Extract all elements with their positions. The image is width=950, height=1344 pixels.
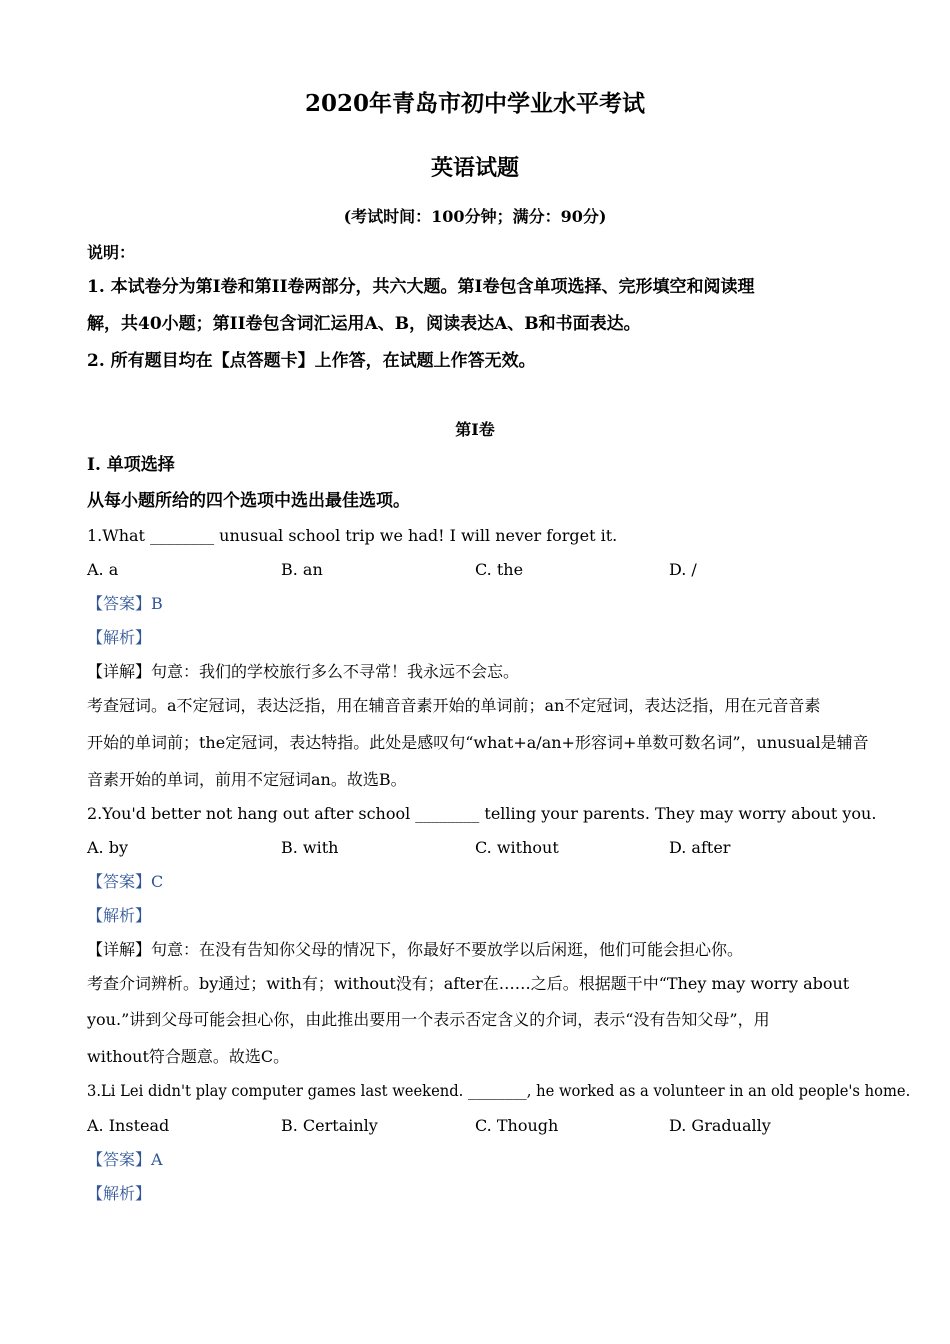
question-1-option-b: B. an — [281, 560, 323, 579]
question-1-detail-2: 考查冠词。a不定冠词，表达泛指，用在辅音音素开始的单词前；an不定冠词，表达泛指，用在元音音素 — [87, 696, 821, 715]
question-2-detail-2: 考查介词辨析。by通过；with有；without没有；after在……之后。根据题干中“They may worry about — [87, 974, 850, 993]
exam-title: 2020年青岛市初中学业水平考试 — [304, 90, 645, 117]
question-2-option-b: B. with — [281, 838, 339, 857]
volume-heading: 第I卷 — [455, 420, 495, 439]
question-2-analysis-label: 【解析】 — [87, 906, 152, 925]
instructions-line-2: 解，共40小题；第II卷包含词汇运用A、B，阅读表达A、B和书面表达。 — [87, 314, 641, 334]
question-1-analysis-label: 【解析】 — [87, 628, 152, 647]
question-2-detail-3: you.”讲到父母可能会担心你，由此推出要用一个表示否定含义的介词，表示“没有告知父母”，用 — [87, 1010, 770, 1029]
question-2-detail-4: without符合题意。故选C。 — [87, 1047, 290, 1066]
question-2-detail-1: 【详解】句意：在没有告知你父母的情况下，你最好不要放学以后闲逛，他们可能会担心你。 — [87, 940, 744, 959]
question-2-option-d: D. after — [669, 838, 731, 857]
question-1-detail-1: 【详解】句意：我们的学校旅行多么不寻常！我永远不会忘。 — [87, 662, 520, 681]
question-2-stem: 2.You'd better not hang out after school ________ telling your parents. They may worry about you. — [87, 804, 877, 823]
question-3-answer: 【答案】A — [87, 1150, 163, 1169]
instructions-line-1: 1. 本试卷分为第I卷和第II卷两部分，共六大题。第I卷包含单项选择、完形填空和阅读理 — [87, 277, 755, 297]
question-1-answer — [87, 594, 163, 614]
instructions-label: 说明： — [87, 243, 136, 262]
question-2-answer: 【答案】C — [87, 872, 164, 891]
question-3-option-c: C. Though — [475, 1116, 559, 1135]
question-2-option-a: A. by — [87, 838, 129, 857]
exam-subtitle: 英语试题 — [430, 155, 519, 181]
question-3-stem: 3.Li Lei didn't play computer games last weekend. ________, he worked as a volunteer in an old people's home. — [87, 1081, 911, 1100]
instructions-line-3: 2. 所有题目均在【点答题卡】上作答，在试题上作答无效。 — [87, 351, 536, 371]
question-1-answer-text: 【答案】B — [87, 594, 163, 613]
part-directions: 从每小题所给的四个选项中选出最佳选项。 — [87, 491, 410, 511]
question-3-analysis-label: 【解析】 — [87, 1184, 152, 1203]
question-1-stem: 1.What ________ unusual school trip we had! I will never forget it. — [87, 526, 618, 545]
question-1-detail-4: 音素开始的单词，前用不定冠词an。故选B。 — [87, 770, 407, 789]
question-1-detail-3: 开始的单词前；the定冠词，表达特指。此处是感叹句“what+a/an+形容词+单数可数名词”，unusual是辅音 — [87, 733, 869, 752]
question-3-option-a: A. Instead — [87, 1116, 170, 1135]
question-1-option-a: A. a — [87, 560, 119, 579]
question-1-option-d: D. / — [669, 560, 697, 579]
exam-info: (考试时间：100分钟；满分：90分) — [343, 207, 607, 226]
question-2-option-c: C. without — [475, 838, 559, 857]
question-3-option-b: B. Certainly — [281, 1116, 378, 1135]
question-1-option-c: C. the — [475, 560, 524, 579]
part-heading: I. 单项选择 — [87, 455, 175, 475]
question-3-option-d: D. Gradually — [669, 1116, 771, 1135]
